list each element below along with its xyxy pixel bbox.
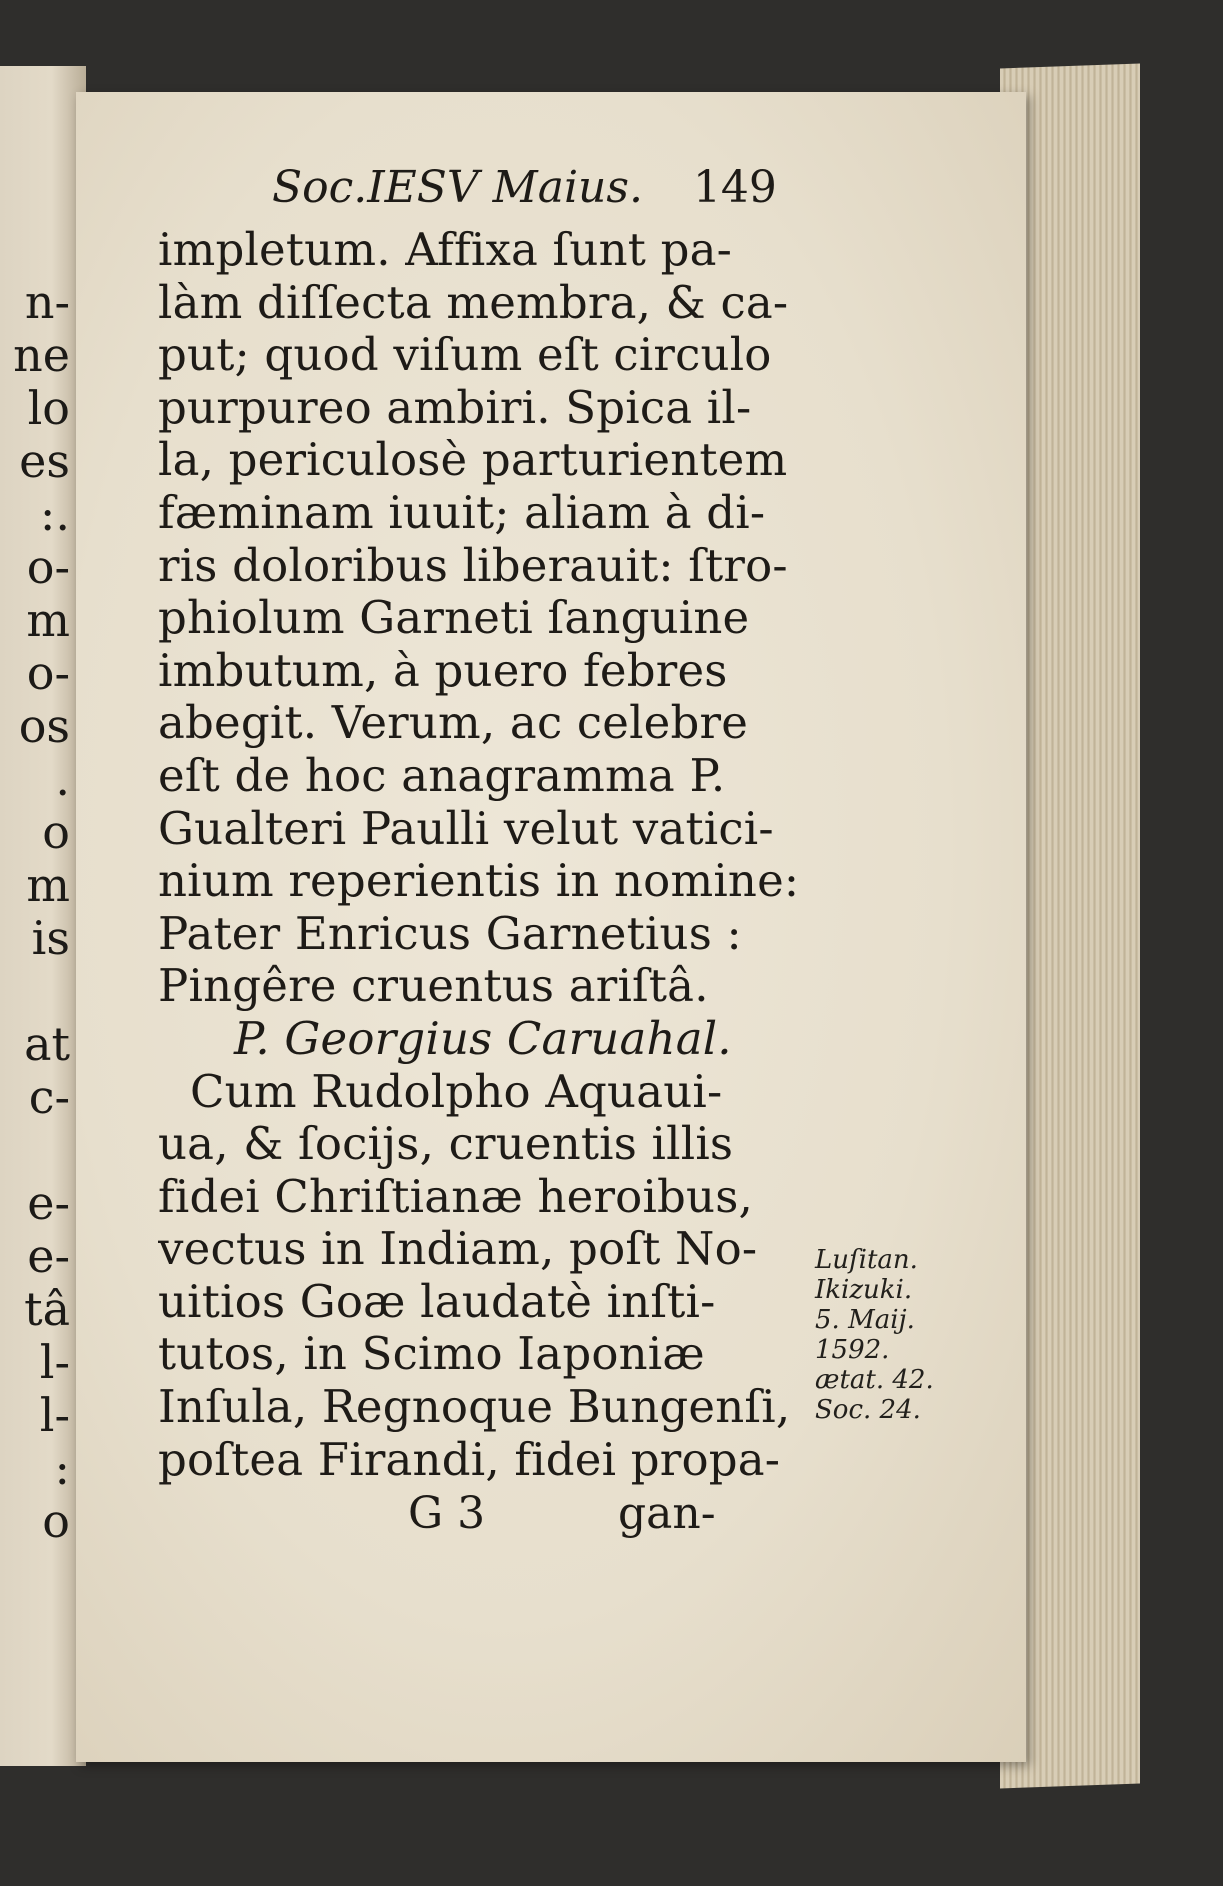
margin-note-line: Luſitan. (815, 1245, 918, 1275)
text-line: Pater Enricus Garnetius : (158, 907, 742, 960)
margin-note-line: Ikizuki. (815, 1275, 913, 1305)
text-line: nium reperientis in nomine: (158, 855, 800, 908)
left-fragment: es (19, 435, 70, 488)
page-number: 149 (692, 162, 777, 213)
left-fragment: ne (13, 329, 70, 382)
left-page-text-fragments (0, 276, 70, 1548)
left-fragment: m (26, 859, 70, 912)
left-fragment: o (42, 806, 70, 859)
running-head (158, 152, 878, 224)
text-line: Pingêre cruentus ariſtâ. (158, 960, 709, 1013)
text-line: Inſula, Regnoque Bungenſi, (158, 1381, 791, 1434)
left-fragment: is (31, 912, 70, 965)
text-line: Gualteri Paulli velut vatici- (158, 802, 774, 855)
left-fragment: :. (39, 488, 70, 541)
text-line: Cum Rudolpho Aquaui- (190, 1065, 723, 1118)
text-line: eſt de hoc anagramma P. (158, 749, 726, 802)
left-fragment (0, 1124, 70, 1177)
left-fragment: o- (26, 647, 70, 700)
text-line: abegit. Verum, ac celebre (158, 697, 749, 750)
text-line: uitios Goæ laudatè inſti- (158, 1275, 716, 1328)
facing-left-page (0, 66, 86, 1766)
margin-note-line: 5. Maij. (815, 1305, 915, 1335)
margin-note-line: Soc. 24. (815, 1395, 921, 1425)
left-fragment: e- (27, 1177, 70, 1230)
catchword: gan- (618, 1488, 716, 1540)
signature-mark: G 3 (408, 1488, 486, 1540)
left-fragment: lo (27, 382, 70, 435)
left-fragment: c- (28, 1071, 70, 1124)
left-fragment: l- (39, 1389, 70, 1442)
catchline (158, 1486, 878, 1542)
margin-note (815, 1245, 934, 1425)
text-block (158, 152, 878, 1542)
text-line: imbutum, à puero febres (158, 644, 728, 697)
left-fragment: at (24, 1018, 70, 1071)
left-fragment: : (54, 1442, 70, 1495)
text-line: làm diſſecta membra, & ca- (158, 276, 789, 329)
left-fragment: o (42, 1495, 70, 1548)
left-fragment: tâ (24, 1283, 70, 1336)
left-fragment (0, 965, 70, 1018)
left-fragment: e- (27, 1230, 70, 1283)
text-line: ris doloribus liberauit: ſtro- (158, 539, 788, 592)
text-line: purpureo ambiri. Spica il- (158, 381, 752, 434)
text-line: ua, & ſocijs, cruentis illis (158, 1118, 734, 1171)
text-line: fæminam iuuit; aliam à di- (158, 486, 766, 539)
text-line: tutos, in Scimo Iaponiæ (158, 1328, 705, 1381)
text-line: put; quod viſum eſt circulo (158, 329, 772, 382)
text-line: la, periculosè parturientem (158, 434, 788, 487)
margin-note-line: ætat. 42. (815, 1365, 934, 1395)
left-fragment: . (55, 753, 70, 806)
margin-note-line: 1592. (815, 1335, 890, 1365)
text-line: vectus in Indiam, poſt No- (158, 1223, 758, 1276)
left-fragment: os (18, 700, 70, 753)
text-line: fidei Chriſtianæ heroibus, (158, 1170, 754, 1223)
text-line: phiolum Garneti ſanguine (158, 592, 750, 645)
book-page (76, 92, 1026, 1762)
running-head-title: Soc.IESV Maius. (272, 162, 643, 213)
left-fragment: m (26, 594, 70, 647)
left-fragment: o- (26, 541, 70, 594)
text-line: impletum. Affixa ſunt pa- (158, 224, 733, 276)
author-heading: P. Georgius Caruahal. (234, 1012, 732, 1065)
left-fragment: n- (24, 276, 70, 329)
left-fragment: l- (39, 1336, 70, 1389)
text-line: poſtea Firandi, fidei propa- (158, 1433, 781, 1486)
